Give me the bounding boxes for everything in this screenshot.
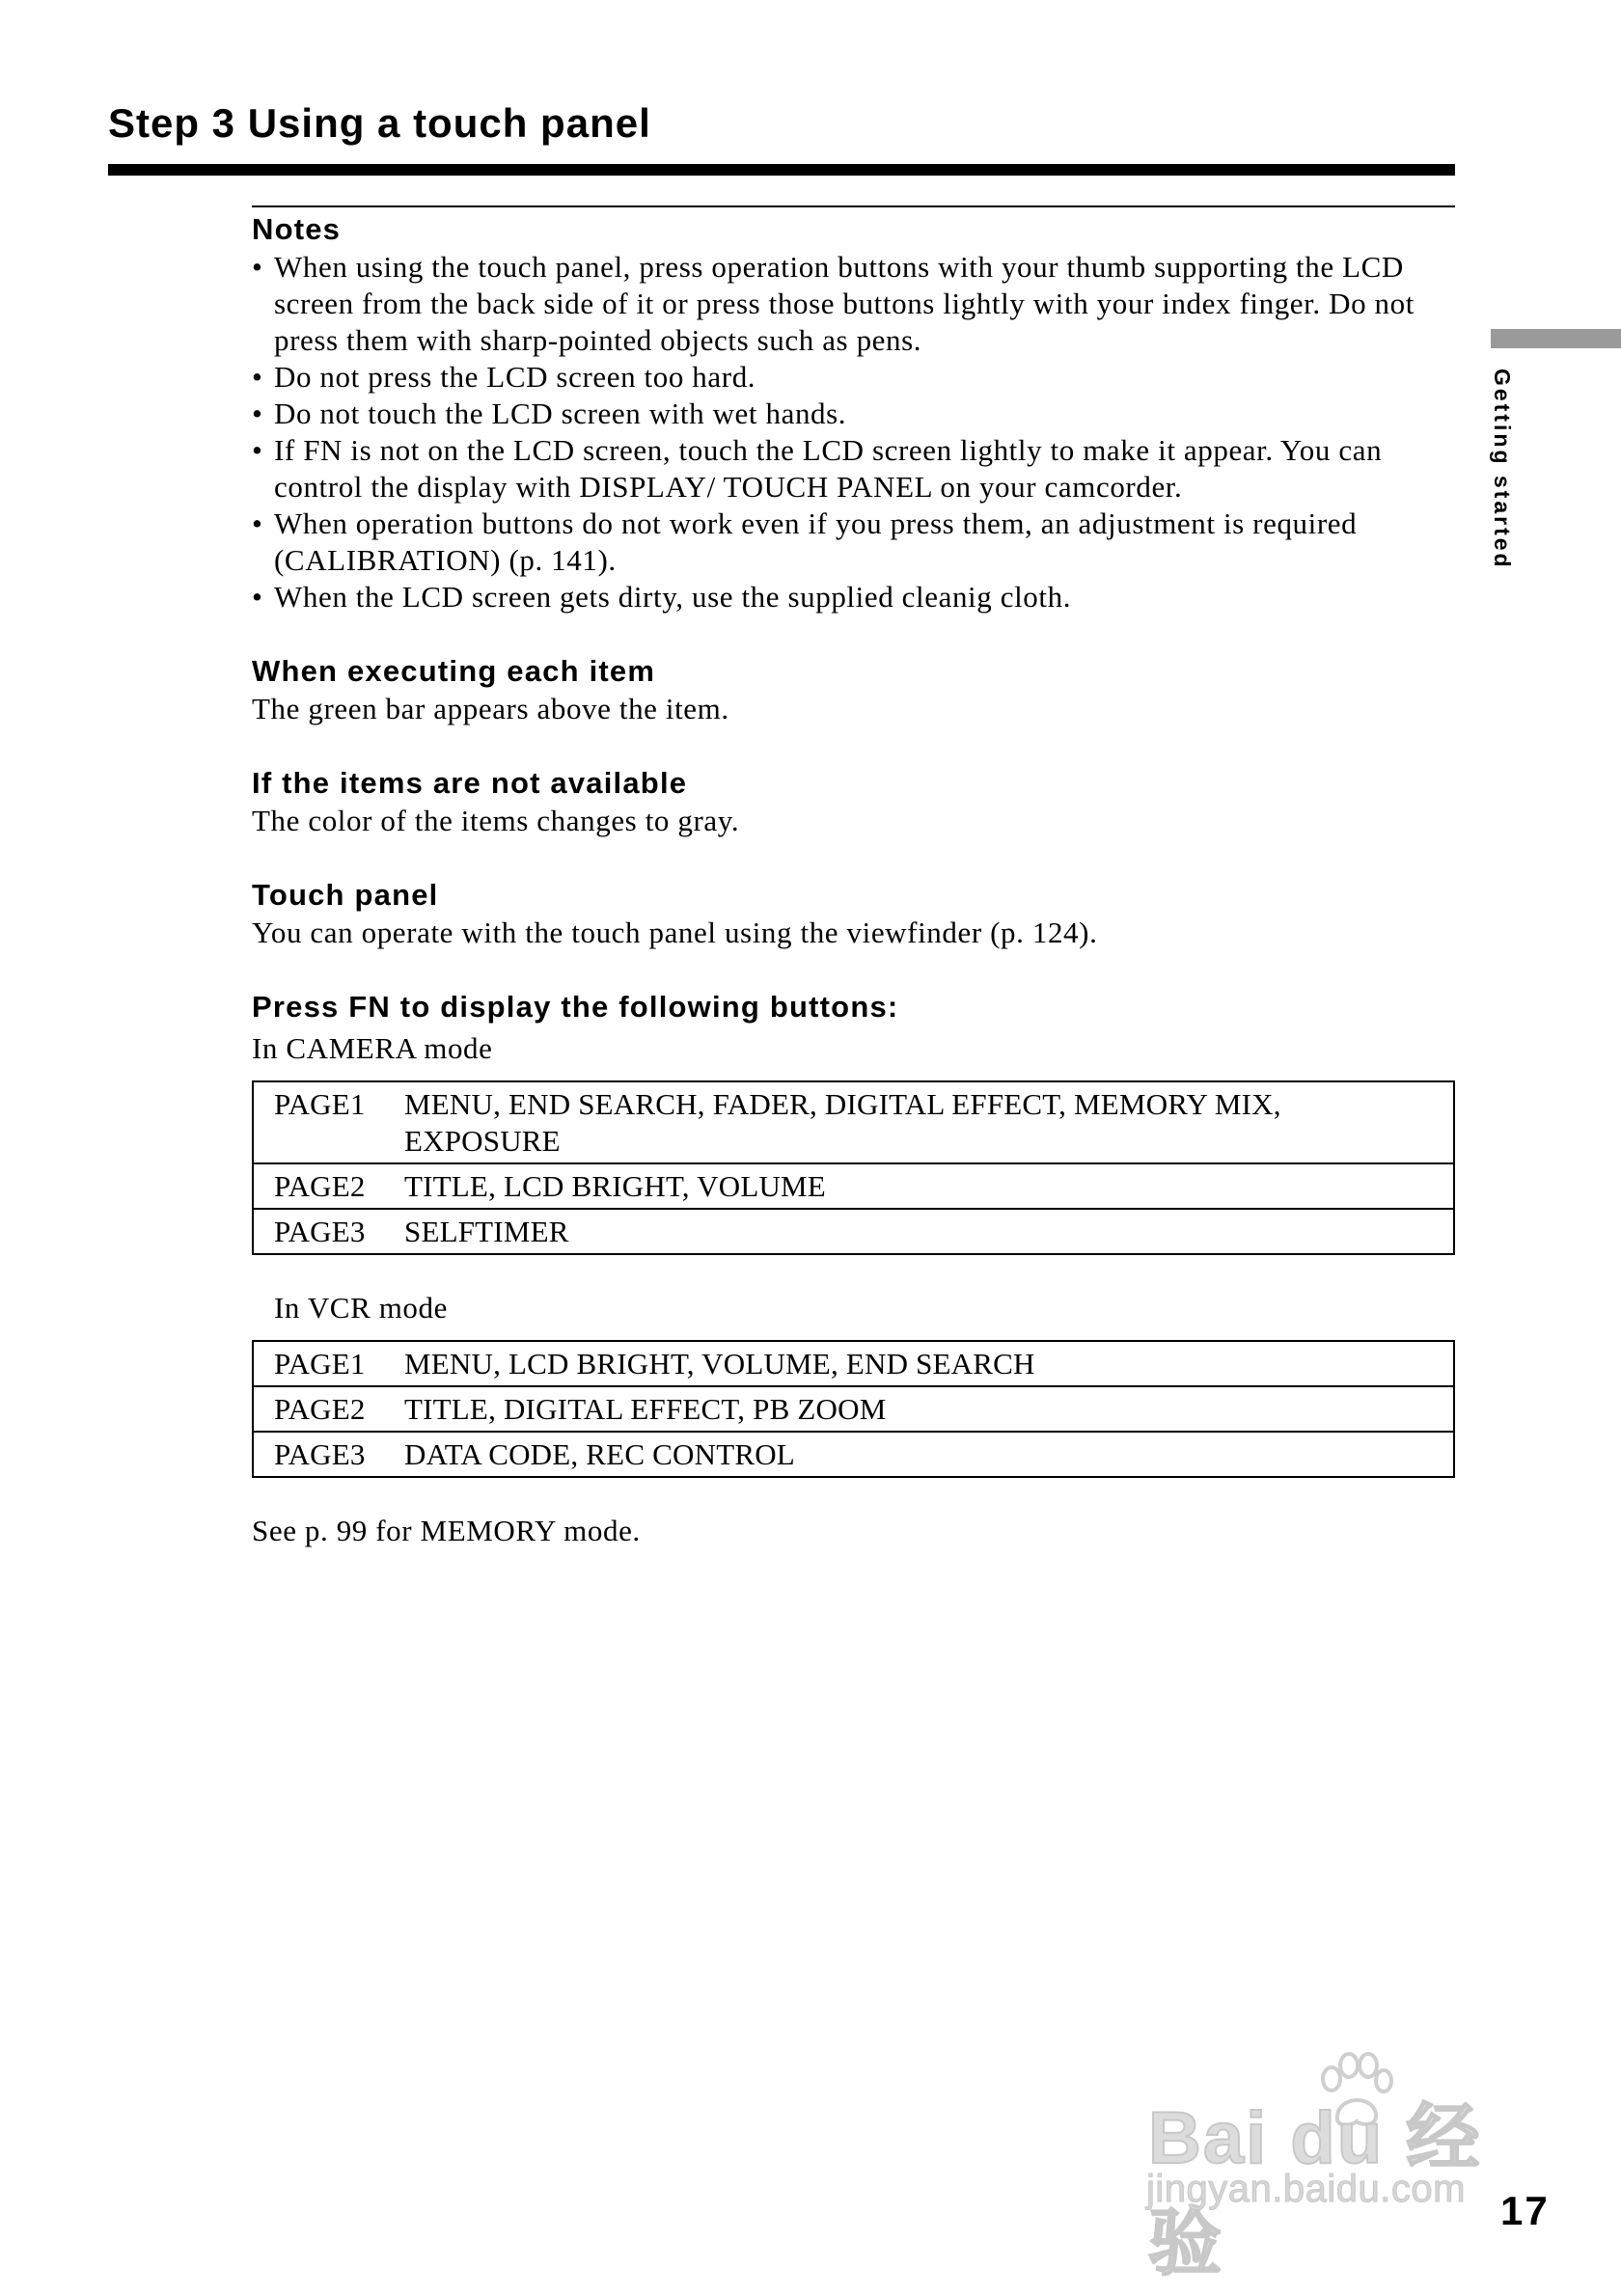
main-content	[252, 210, 1458, 1549]
bullet: •	[252, 506, 263, 540]
paw-icon	[1310, 2050, 1397, 2137]
notes-block	[252, 210, 1458, 615]
items-cell: MENU, LCD BRIGHT, VOLUME, END SEARCH	[404, 1341, 1454, 1386]
baidu-watermark	[1139, 2050, 1544, 2284]
items-cell: TITLE, DIGITAL EFFECT, PB ZOOM	[404, 1386, 1454, 1432]
section-text: The green bar appears above the item.	[252, 692, 729, 725]
page-title: Step 3 Using a touch panel	[108, 100, 651, 146]
camera-mode-table	[252, 1080, 1455, 1255]
table-row	[253, 1341, 1454, 1386]
items-cell: MENU, END SEARCH, FADER, DIGITAL EFFECT, MEMORY MIX, EXPOSURE	[404, 1081, 1454, 1163]
items-cell: SELFTIMER	[404, 1209, 1454, 1254]
notes-heading: Notes	[252, 212, 342, 246]
note-text: When operation buttons do not work even if you press them, an adjustment is required (CALIBRATION) (p. 141).	[274, 506, 1358, 577]
camera-mode-label: In CAMERA mode	[252, 1031, 493, 1065]
note-item	[252, 359, 1458, 396]
table-row	[253, 1209, 1454, 1254]
page-number: 17	[1500, 2188, 1550, 2233]
title-rule	[108, 164, 1455, 176]
page-cell: PAGE1	[253, 1341, 404, 1386]
bullet: •	[252, 360, 263, 394]
table-row	[253, 1386, 1454, 1432]
page-cell: PAGE3	[253, 1432, 404, 1477]
section-executing	[252, 652, 1458, 727]
note-text: Do not press the LCD screen too hard.	[274, 360, 756, 394]
page-cell: PAGE2	[253, 1163, 404, 1209]
note-item	[252, 249, 1458, 359]
section-not-available	[252, 764, 1458, 839]
note-item	[252, 506, 1458, 579]
section-heading: If the items are not available	[252, 766, 688, 800]
note-item	[252, 579, 1458, 615]
items-cell: TITLE, LCD BRIGHT, VOLUME	[404, 1163, 1454, 1209]
bullet: •	[252, 433, 263, 467]
table-row	[253, 1432, 1454, 1477]
page-cell: PAGE1	[253, 1081, 404, 1163]
table-row	[253, 1163, 1454, 1209]
section-heading: Touch panel	[252, 878, 439, 912]
note-text: Do not touch the LCD screen with wet hands.	[274, 396, 847, 430]
memory-mode-note: See p. 99 for MEMORY mode.	[252, 1514, 641, 1547]
section-heading: When executing each item	[252, 654, 656, 688]
bullet: •	[252, 396, 263, 430]
note-text: When the LCD screen gets dirty, use the supplied cleanig cloth.	[274, 580, 1072, 614]
notes-list	[252, 249, 1458, 615]
notes-rule	[252, 205, 1455, 207]
page-cell: PAGE3	[253, 1209, 404, 1254]
bullet: •	[252, 580, 263, 614]
section-fn-buttons	[252, 988, 1458, 1549]
section-touch-panel	[252, 876, 1458, 951]
section-text: You can operate with the touch panel using the viewfinder (p. 124).	[252, 916, 1098, 949]
note-item	[252, 432, 1458, 506]
side-tab-bar	[1491, 329, 1621, 348]
note-text: When using the touch panel, press operation buttons with your thumb supporting the LCD screen from the back side of it or press those buttons lightly with your index finger. Do not press them with sharp-pointed objects such as pens.	[274, 250, 1415, 357]
side-tab-label: Getting started	[1490, 369, 1515, 570]
items-cell: DATA CODE, REC CONTROL	[404, 1432, 1454, 1477]
note-text: If FN is not on the LCD screen, touch the LCD screen lightly to make it appear. You can control the display with DISPLAY/ TOUCH PANEL on your camcorder.	[274, 433, 1383, 504]
section-text: The color of the items changes to gray.	[252, 804, 740, 837]
vcr-mode-label: In VCR mode	[274, 1291, 448, 1325]
page-cell: PAGE2	[253, 1386, 404, 1432]
watermark-url: jingyan.baidu.com	[1146, 2168, 1466, 2210]
note-item	[252, 396, 1458, 432]
watermark-logo: Bai du 经验	[1148, 2097, 1482, 2284]
table-row	[253, 1081, 1454, 1163]
section-heading: Press FN to display the following buttons:	[252, 990, 899, 1024]
vcr-mode-table	[252, 1340, 1455, 1478]
bullet: •	[252, 250, 263, 284]
